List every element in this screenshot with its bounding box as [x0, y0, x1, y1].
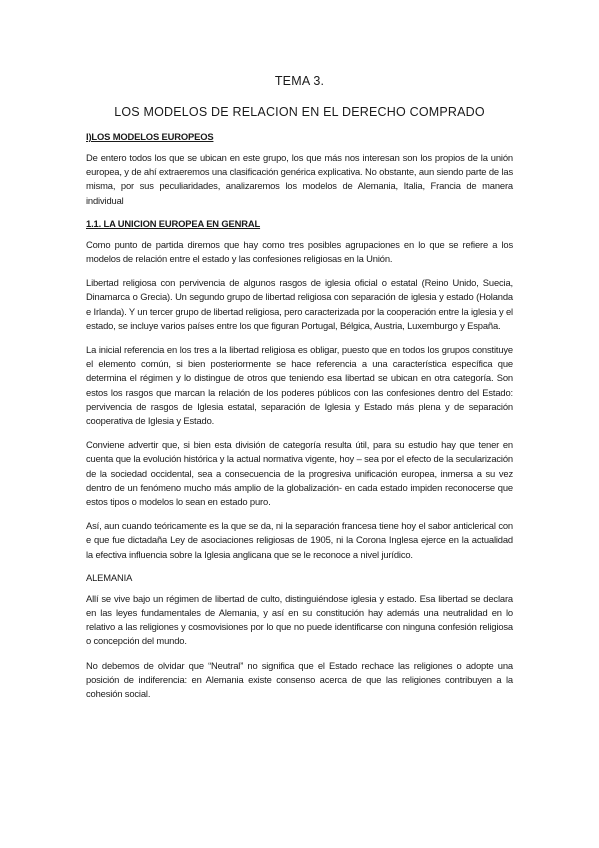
- paragraph-germany-regime: Allí se vive bajo un régimen de libertad de culto, distinguiéndose iglesia y estado. Esa libertad se declara en las leyes fundamentales de Alemania, y así en su constitución hay además una neutralidad en lo relativo a las religiones y cosmovisiones por lo que no puede identificarse con ninguna confesión religiosa o concepción del mundo.: [86, 592, 513, 647]
- section-heading-european-models: I)LOS MODELOS EUROPEOS: [86, 131, 214, 142]
- paragraph-intro: De entero todos los que se ubican en este grupo, los que más nos interesan son los propios de la unión europea, y de ahí extraeremos una clasificación genérica explicativa. No obstante, aun siendo parte de las misma, por sus peculiaridades, analizaremos los modelos de Alemania, Italia, Francia de manera individual: [86, 152, 513, 206]
- section-heading-eu-general: 1.1. LA UNICION EUROPEA EN GENRAL: [86, 217, 261, 229]
- paragraph-groupings: Como punto de partida diremos que hay como tres posibles agrupaciones en lo que se refiere a los modelos de relación entre el estado y las confesiones religiosas en la Unión.: [86, 238, 513, 265]
- section-heading-germany: ALEMANIA: [86, 571, 133, 583]
- paragraph-france-england: Así, aun cuando teóricamente es la que se da, ni la separación francesa tiene hoy el sabor anticlerical con e que fue dictadaña Ley de asociaciones religiosas de 1905, ni la Corona Inglesa ejerce en la actualidad la efectiva influencia sobre la Iglesia anglicana que se le reconoce a nivel jurídico.: [86, 520, 513, 560]
- paragraph-common-element: La inicial referencia en los tres a la libertad religiosa es obligar, puesto que en todos los grupos constituye el elemento común, si bien posteriormente se hace referencia a una característica específica que determina el régimen y lo distingue de otros que teniendo esa libertad se ubican en otra categoría. Son estos los rasgos que marcan la relación de los poderes públicos con las confesiones dentro del Estado: pervivencia de rasgos de Iglesia estatal, separación de Iglesia y Estado más plena y de separación cooperativa de Iglesia y Estado.: [86, 344, 513, 427]
- document-title: TEMA 3.: [274, 74, 325, 88]
- paragraph-groups-list: Libertad religiosa con pervivencia de algunos rasgos de iglesia oficial o estatal (Reino Unido, Suecia, Dinamarca o Grecia). Un segundo grupo de libertad religiosa con separación de iglesia y estado (Holanda e Irlanda). Y un tercer grupo de libertad religiosa, pero caracterizada por la cooperación entre la iglesia y el estado, se incluye varios países entre los que figuran Portugal, Bélgica, Austria, Luxemburgo y España.: [86, 277, 513, 331]
- paragraph-neutral: No debemos de olvidar que “Neutral” no significa que el Estado rechace las religiones o adopte una posición de indiferencia: en Alemania existe consenso acerca de que las religiones contribuyen a la cohesión social.: [86, 659, 513, 700]
- paragraph-advice: Conviene advertir que, si bien esta división de categoría resulta útil, para su estudio hay que tener en cuenta que la evolución histórica y la actual normativa vigente, hoy – sea por el efecto de la secularización de la sociedad occidental, sea a consecuencia de la progresiva unificación europea, inmersa a su vez dentro de un fenómeno mucho más amplio de la globalización- en cada estado impiden reconocerse que estos tipos o modelos lo sean en estado puro.: [86, 439, 513, 508]
- document-subtitle: LOS MODELOS DE RELACION EN EL DERECHO COMPRADO: [114, 105, 485, 119]
